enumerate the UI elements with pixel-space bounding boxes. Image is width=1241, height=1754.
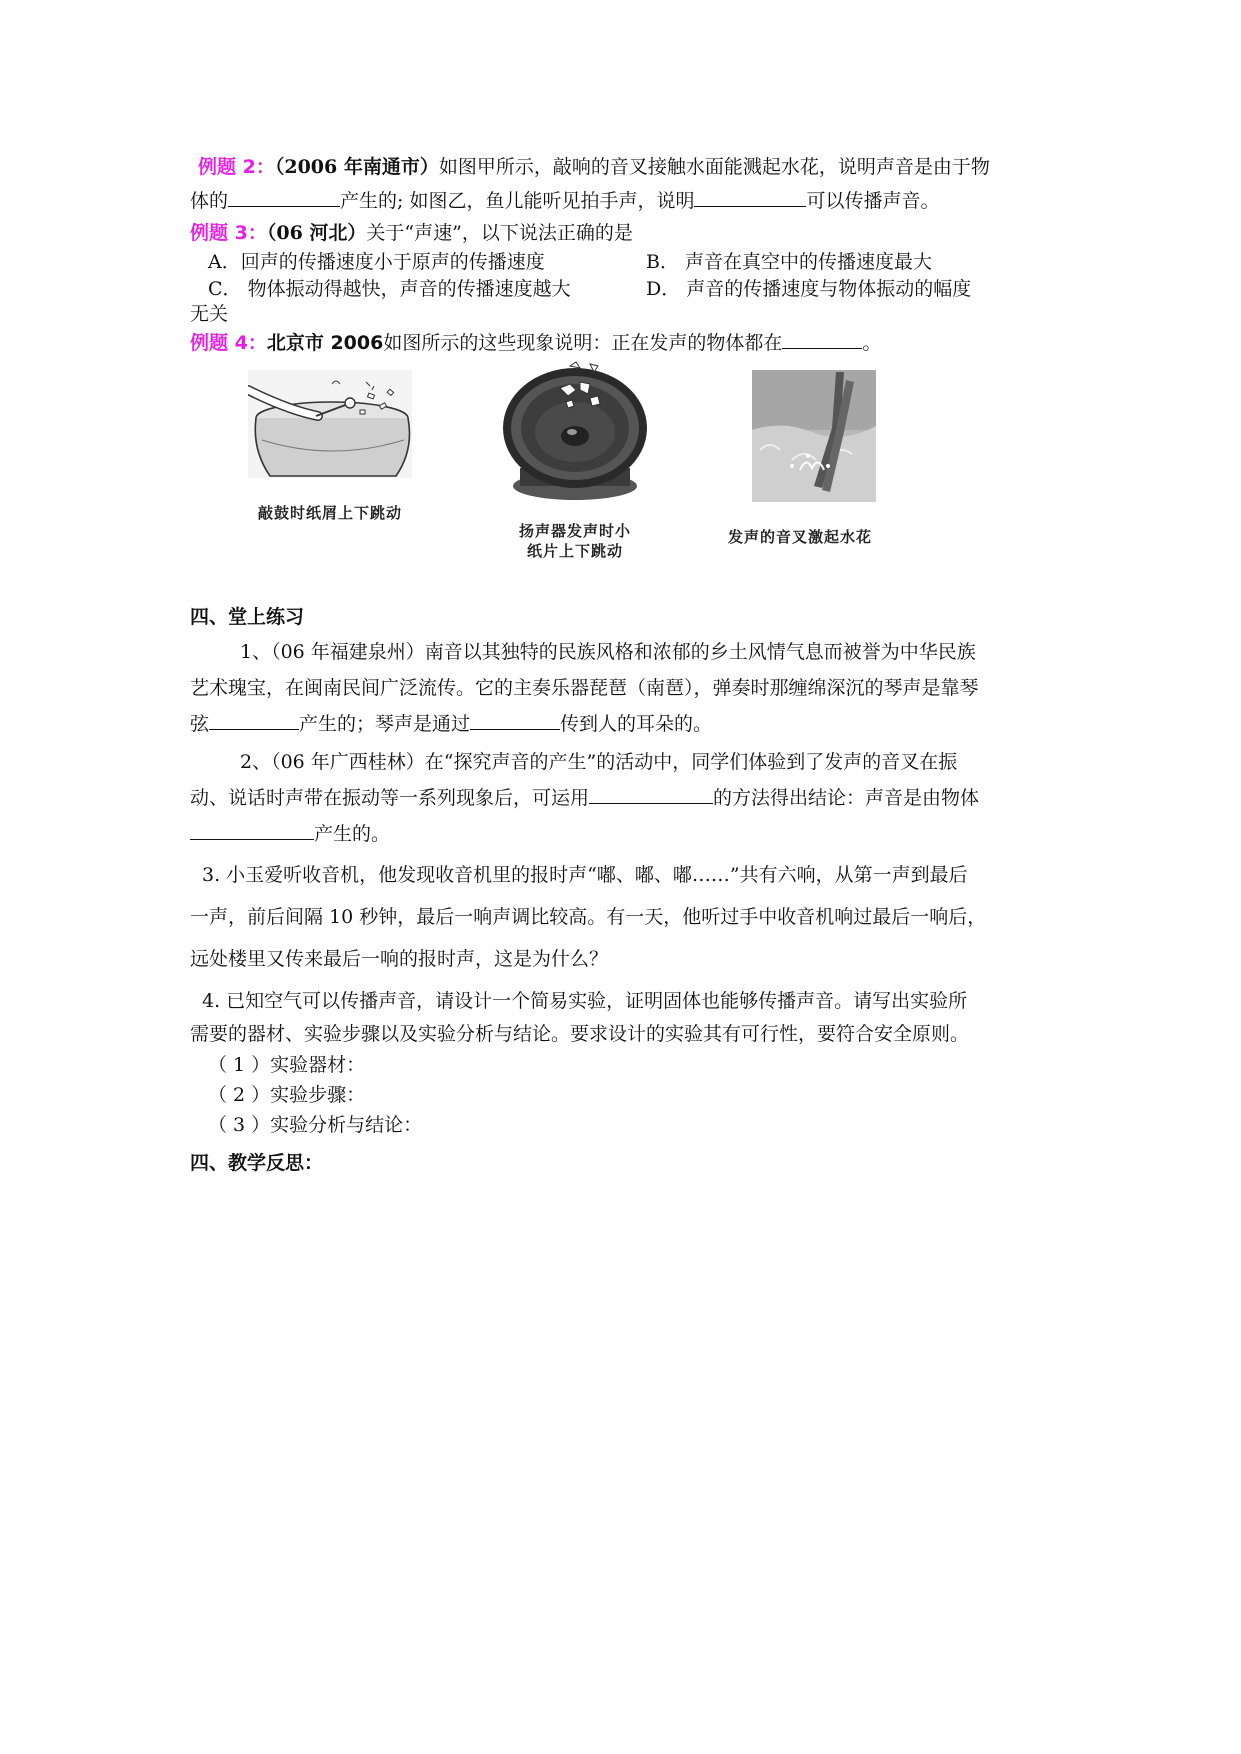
q1-line2: 艺术瑰宝，在闽南民间广泛流传。它的主奏乐器琵琶（南琶），弹奏时那缠绵深沉的琴声是靠琴 xyxy=(190,677,979,699)
figure-row xyxy=(190,370,1062,580)
example2-line1 xyxy=(190,150,1062,184)
example3-options-row2 xyxy=(190,276,1062,302)
tuning-fork-caption: 发声的音叉激起水花 xyxy=(727,528,872,546)
option-d-continued: 无关 xyxy=(190,303,229,325)
q1-text-c: 传到人的耳朵的。 xyxy=(560,713,713,735)
example2-text2a: 体的 xyxy=(190,190,229,212)
example2-text1: 如图甲所示，敲响的音叉接触水面能溅起水花，说明声音是由于物 xyxy=(438,156,990,178)
example2-line2 xyxy=(190,184,1062,218)
answer-blank[interactable] xyxy=(228,186,340,207)
q1-line3 xyxy=(190,706,1062,742)
example2-label: 例题 2： xyxy=(198,156,275,178)
q4-item2: （ 2 ）实验步骤： xyxy=(208,1084,366,1106)
answer-blank[interactable] xyxy=(589,783,713,804)
example3-question-text: 关于“声速”，以下说法正确的是 xyxy=(366,222,633,244)
example3-source: （06 河北） xyxy=(266,222,367,244)
answer-blank[interactable] xyxy=(209,709,299,730)
example4-label: 例题 4： xyxy=(190,332,267,354)
example4-source: 北京市 2006 xyxy=(266,332,384,354)
option-d: D． 声音的传播速度与物体振动的幅度 xyxy=(646,278,972,300)
example4-text: 如图所示的这些现象说明：正在发声的物体都在 xyxy=(383,332,783,354)
q2-line3 xyxy=(190,816,1062,852)
option-b: B． 声音在真空中的传播速度最大 xyxy=(646,251,933,273)
practice-heading: 四、堂上练习 xyxy=(190,606,305,628)
example2-text2c: 可以传播声音。 xyxy=(806,190,940,212)
q1-text-b: 产生的；琴声是通过 xyxy=(299,713,471,735)
option-c: C． 物体振动得越快，声音的传播速度越大 xyxy=(208,278,571,300)
q2-text-b: 的方法得出结论：声音是由物体 xyxy=(713,787,980,809)
example3-options-row1 xyxy=(190,248,1062,276)
q1-text-a: 弦 xyxy=(190,713,210,735)
example2-text2b: 产生的; 如图乙，鱼儿能听见拍手声，说明 xyxy=(340,190,695,212)
speaker-illustration xyxy=(500,358,650,508)
q3-line2: 一声，前后间隔 10 秒钟，最后一响声调比较高。有一天，他听过手中收音机响过最后一响后， xyxy=(190,906,987,928)
worksheet-page xyxy=(190,150,1062,1180)
q2-line1: 2、（06 年广西桂林）在“探究声音的产生”的活动中，同学们体验到了发声的音叉在振 xyxy=(240,751,958,773)
drum-figure xyxy=(240,370,420,523)
q4-line2: 需要的器材、实验步骤以及实验分析与结论。要求设计的实验其有可行性，要符合安全原则。 xyxy=(190,1023,970,1045)
speaker-caption-line2: 纸片上下跳动 xyxy=(526,542,623,560)
example2-source: （2006 年南通市） xyxy=(274,156,439,178)
example3-question xyxy=(190,218,1062,248)
speaker-caption-line1: 扬声器发声时小 xyxy=(518,522,631,540)
q2-text-a: 动、说话时声带在振动等一系列现象后，可运用 xyxy=(190,787,590,809)
example4-line xyxy=(190,326,1062,360)
reflection-heading: 四、教学反思： xyxy=(190,1152,324,1174)
answer-blank[interactable] xyxy=(470,709,560,730)
q3-line3: 远处楼里又传来最后一响的报时声，这是为什么？ xyxy=(190,948,609,970)
tuning-fork-photo xyxy=(752,370,876,502)
q4-item3: （ 3 ）实验分析与结论： xyxy=(208,1114,423,1136)
drum-caption: 敲鼓时纸屑上下跳动 xyxy=(257,504,402,522)
answer-blank[interactable] xyxy=(782,328,862,349)
example4-end: 。 xyxy=(862,332,882,354)
q1-line1: 1、（06 年福建泉州）南音以其独特的民族风格和浓郁的乡土风情气息而被誉为中华民族 xyxy=(240,641,976,663)
q3-line1: 3. 小玉爱听收音机，他发现收音机里的报时声“嘟、嘟、嘟……”共有六响，从第一声到最后 xyxy=(202,864,968,886)
tuning-fork-figure xyxy=(710,370,890,547)
speaker-figure xyxy=(500,358,650,561)
q2-text-c: 产生的。 xyxy=(314,823,391,845)
q4-line1: 4. 已知空气可以传播声音，请设计一个简易实验，证明固体也能够传播声音。请写出实验所 xyxy=(202,990,968,1012)
q4-item1: （ 1 ）实验器材： xyxy=(208,1054,366,1076)
example3-label: 例题 3： xyxy=(190,222,267,244)
option-a: A．回声的传播速度小于原声的传播速度 xyxy=(208,251,545,273)
q2-line2 xyxy=(190,780,1062,816)
answer-blank[interactable] xyxy=(190,819,314,840)
drum-illustration xyxy=(248,370,412,478)
answer-blank[interactable] xyxy=(694,186,806,207)
